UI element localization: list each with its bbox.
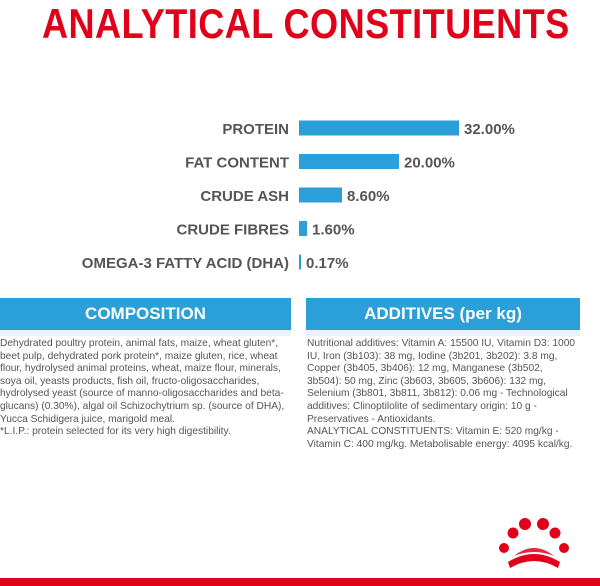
crown-logo-dot-2 bbox=[508, 528, 519, 539]
value-label: 1.60% bbox=[312, 221, 355, 239]
crown-logo-dot-6 bbox=[559, 543, 569, 553]
category-label: FAT CONTENT bbox=[185, 154, 289, 172]
composition-body bbox=[0, 338, 288, 439]
bar bbox=[299, 255, 301, 270]
bar bbox=[299, 188, 342, 203]
additives-text: Nutritional additives: Vitamin A: 15500 IU, Vitamin D3: 1000 IU, Iron (3b103): 38 mg, Iodine (3b201, 3b202): 3.8 mg, Copper (3b405, 3b406): 12 mg, Manganese (3b502, 3b504): 50 mg, Zinc (3b603, 3b605, 3b606): 132 mg, Selenium (3b801, 3b811, 3b812): 0.06 mg - Technological additives: Clinoptilolite of sedimentary origin: 10 g - Preservatives - Antioxidants. bbox=[307, 338, 576, 425]
additives-header: ADDITIVES (per kg) bbox=[306, 298, 580, 330]
page-title: ANALYTICAL CONSTITUENTS bbox=[42, 0, 570, 47]
crown-logo-dot-1 bbox=[499, 543, 509, 553]
crown-logo-band bbox=[508, 554, 560, 568]
category-label: PROTEIN bbox=[222, 121, 289, 138]
value-label: 8.60% bbox=[347, 188, 390, 205]
value-label: 0.17% bbox=[306, 255, 349, 272]
category-label: CRUDE FIBRES bbox=[176, 221, 289, 239]
bar bbox=[299, 154, 399, 169]
composition-header-band bbox=[0, 330, 291, 336]
crown-logo-dot-3 bbox=[519, 518, 531, 530]
category-label: CRUDE ASH bbox=[200, 188, 289, 205]
composition-text: Dehydrated poultry protein, animal fats, maize, wheat gluten*, beet pulp, dehydrated pork protein*, maize gluten, rice, wheat flour, hydrolysed animal proteins, wheat, maize flour, minerals, soya oil, yeasts products, fish oil, fructo-oligosaccharides, hydrolysed yeast (source of manno-oligosaccharides and beta-glucans) (0.30%), algal oil Schizochytrium sp. (source of DHA), Yucca Schidigera juice, marigold meal. bbox=[0, 338, 285, 425]
bar bbox=[299, 121, 459, 136]
additives-header-band bbox=[306, 330, 580, 336]
additives-body bbox=[307, 338, 577, 451]
crown-logo-dot-4 bbox=[537, 518, 549, 530]
composition-header: COMPOSITION bbox=[0, 298, 291, 330]
constituents-bar-chart bbox=[0, 108, 600, 283]
crown-logo bbox=[498, 518, 570, 568]
footer-bar bbox=[0, 578, 600, 586]
category-label: OMEGA-3 FATTY ACID (DHA) bbox=[81, 255, 289, 272]
bar bbox=[299, 221, 307, 236]
crown-logo-dot-5 bbox=[550, 528, 561, 539]
additives-analytical: ANALYTICAL CONSTITUENTS: Vitamin E: 520 mg/kg - Vitamin C: 400 mg/kg. Metabolisable energy: 4095 kcal/kg. bbox=[307, 426, 573, 450]
composition-note: *L.I.P.: protein selected for its very high digestibility. bbox=[0, 426, 231, 438]
value-label: 20.00% bbox=[404, 154, 455, 172]
value-label: 32.00% bbox=[464, 121, 515, 138]
